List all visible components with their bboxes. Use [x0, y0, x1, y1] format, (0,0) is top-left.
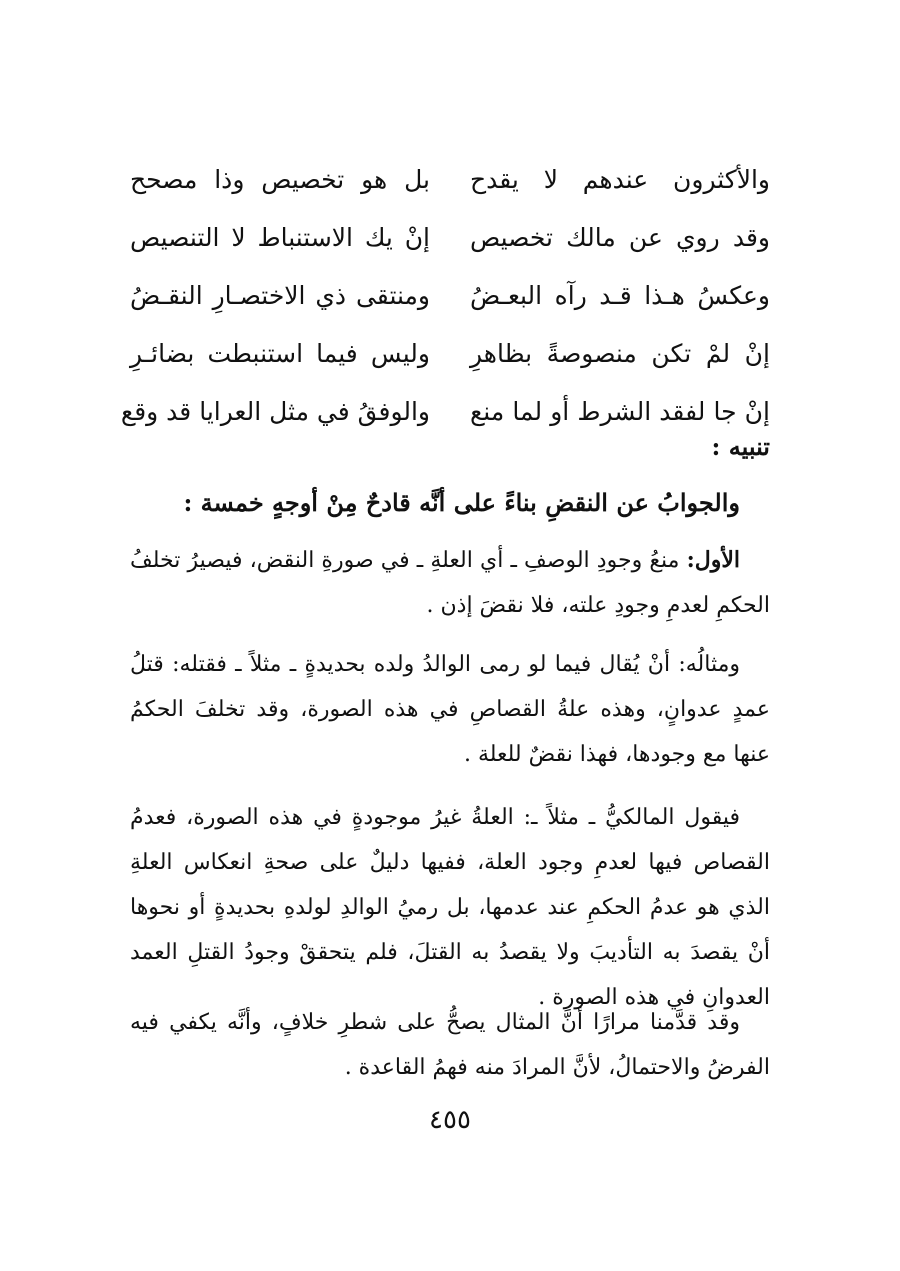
verse-row — [130, 150, 770, 208]
paragraph-first-answer — [130, 538, 770, 628]
verse-row — [130, 208, 770, 266]
paragraph-lead: الأول: — [686, 547, 740, 573]
poem-verses — [120, 150, 770, 440]
verse-row — [130, 266, 770, 324]
verse-second-hemistich: والوفقُ في مثل العرايا قد وقع — [120, 396, 430, 426]
verse-first-hemistich: إنْ لمْ تكن منصوصةً بظاهرِ — [470, 338, 770, 368]
verse-first-hemistich: إنْ جا لفقد الشرط أو لما منع — [470, 396, 770, 426]
verse-second-hemistich: وليس فيما استنبطت بضائـرِ — [130, 338, 430, 368]
verse-second-hemistich: إنْ يك الاستنباط لا التنصيص — [130, 222, 430, 252]
verse-row — [120, 382, 770, 440]
verse-second-hemistich: ومنتقى ذي الاختصـارِ النقـضُ — [130, 280, 430, 310]
verse-first-hemistich: وقد روي عن مالك تخصيص — [470, 222, 770, 252]
paragraph-text: منعُ وجودِ الوصفِ ـ أي العلةِ ـ في صورةِ النقض، فيصيرُ تخلفُ الحكمِ لعدمِ وجودِ علته، فلا نقضَ إذن . — [130, 548, 770, 618]
verse-first-hemistich: وعكسُ هـذا قـد رآه البعـضُ — [470, 280, 770, 310]
paragraph-example: ومثالُه: أنْ يُقال فيما لو رمى الوالدُ ولده بحديدةٍ ـ مثلاً ـ فقتله: قتلُ عمدٍ عدوانٍ، وهذه علةُ القصاصِ في هذه الصورة، وقد تخلفَ الحكمُ عنها مع وجودها، فهذا نقضٌ للعلة . — [130, 652, 770, 767]
answer-heading: والجوابُ عن النقضِ بناءً على أنَّه قادحٌ مِنْ أوجهٍ خمسة : — [183, 488, 740, 517]
tanbih-heading: تنبيه : — [711, 432, 770, 461]
verse-second-hemistich: بل هو تخصيص وذا مصحح — [130, 164, 430, 194]
paragraph-maliki-reply: فيقول المالكيُّ ـ مثلاً ـ: العلةُ غيرُ موجودةٍ في هذه الصورة، فعدمُ القصاص فيها لعدمِ وجود العلة، ففيها دليلٌ على صحةِ انعكاس العلةِ الذي هو عدمُ الحكمِ عند عدمها، بل رميُ الوالدِ لولدهِ بحديدةٍ أو نحوها أنْ يقصدَ به التأديبَ ولا يقصدُ به القتلَ، فلم يتحققْ وجودُ القتلِ العمد العدوانِ في هذه الصورة . — [130, 805, 770, 1010]
verse-first-hemistich: والأكثرون عندهم لا يقدح — [470, 164, 770, 194]
page-number: ٤٥٥ — [429, 1105, 471, 1135]
verse-row — [130, 324, 770, 382]
paragraph-closing-note: وقد قدَّمنا مرارًا أنَّ المثال يصحُّ على شطرِ خلافٍ، وأنَّه يكفي فيه الفرضُ والاحتمالُ، لأنَّ المرادَ منه فهمُ القاعدة . — [130, 1010, 770, 1080]
